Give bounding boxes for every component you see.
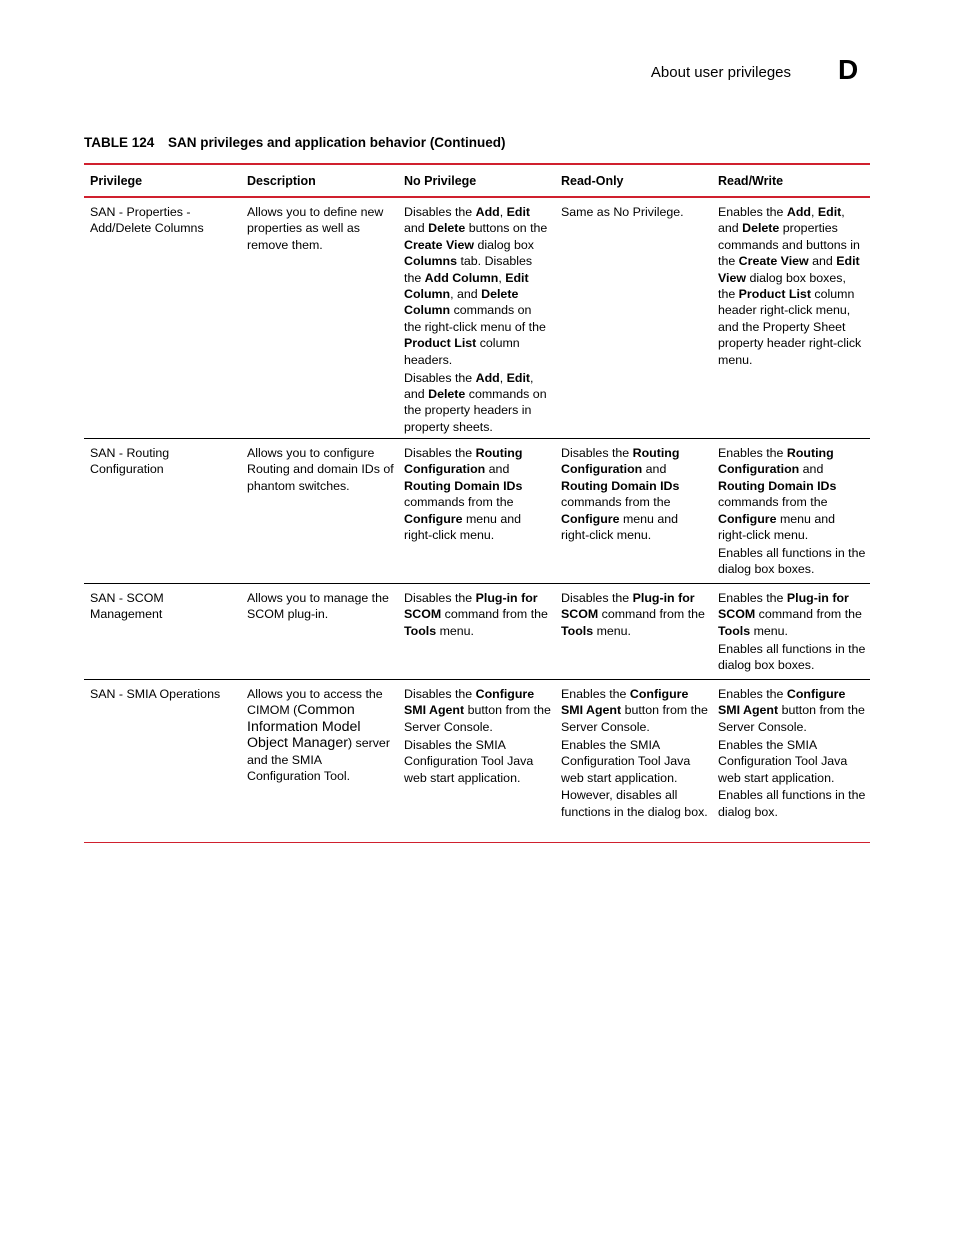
privilege-cell bbox=[84, 198, 241, 438]
cell-paragraph: Disables the SMIA Configuration Tool Java web start application. bbox=[404, 737, 534, 785]
table-row bbox=[84, 198, 870, 439]
cell-paragraph: Disables the Add, Edit, and Delete commands on the property headers in property sheets. bbox=[404, 370, 547, 434]
cell-paragraph: SAN - Routing Configuration bbox=[90, 446, 170, 477]
no-privilege-cell bbox=[398, 584, 555, 679]
cell-paragraph: Allows you to configure Routing and domain IDs of phantom switches. bbox=[247, 446, 394, 493]
table-number: TABLE 124 bbox=[84, 135, 155, 150]
cell-paragraph: SAN - SCOM Management bbox=[90, 591, 164, 622]
table-title: SAN privileges and application behavior (Continued) bbox=[168, 135, 506, 150]
cell-paragraph: Disables the Plug-in for SCOM command from the Tools menu. bbox=[561, 591, 705, 638]
no-privilege-cell bbox=[398, 198, 555, 438]
cell-paragraph: SAN - SMIA Operations bbox=[90, 687, 221, 701]
cell-paragraph: Allows you to manage the SCOM plug-in. bbox=[247, 591, 389, 622]
cell-paragraph: Disables the Plug-in for SCOM command from the Tools menu. bbox=[404, 591, 548, 638]
cell-paragraph: Enables the Plug-in for SCOM command from the Tools menu. bbox=[718, 591, 862, 638]
cell-paragraph: Allows you to define new properties as well as remove them. bbox=[247, 205, 384, 252]
cell-paragraph: Enables all functions in the dialog box boxes. bbox=[718, 641, 866, 673]
cell-paragraph: Disables the Configure SMI Agent button from the Server Console. bbox=[404, 687, 551, 734]
no-privilege-cell bbox=[398, 680, 555, 842]
cell-paragraph: Enables the SMIA Configuration Tool Java web start application. bbox=[561, 737, 691, 785]
cell-paragraph: SAN - Properties - Add/Delete Columns bbox=[90, 205, 204, 236]
appendix-letter: D bbox=[838, 54, 859, 85]
cell-paragraph: Enables all functions in the dialog box boxes. bbox=[718, 545, 866, 577]
cell-paragraph: However, disables all functions in the dialog box. bbox=[561, 788, 708, 819]
privilege-cell bbox=[84, 584, 241, 679]
table-caption bbox=[84, 135, 506, 150]
cell-paragraph: Enables the Configure SMI Agent button from the Server Console. bbox=[718, 687, 865, 734]
table-row bbox=[84, 439, 870, 584]
description-cell bbox=[241, 584, 398, 679]
read-only-cell bbox=[555, 680, 712, 842]
read-write-cell bbox=[712, 680, 870, 842]
column-header-no-privilege: No Privilege bbox=[404, 173, 477, 188]
cell-paragraph: Same as No Privilege. bbox=[561, 205, 684, 219]
column-header-read-write: Read/Write bbox=[718, 173, 784, 188]
description-cell bbox=[241, 198, 398, 438]
cell-paragraph: Enables the Add, Edit, and Delete properties commands and buttons in the Create View and Edit View dialog box boxes, the Product List column header right-click menu, and the Property Sheet property header right-click menu. bbox=[718, 205, 862, 367]
description-cell bbox=[241, 439, 398, 583]
cell-paragraph: Enables the Routing Configuration and Routing Domain IDs commands from the Configure menu and right-click menu. bbox=[718, 446, 837, 543]
cell-paragraph: Allows you to access the CIMOM (Common Information Model Object Manager) server and the SMIA Configuration Tool. bbox=[247, 687, 390, 784]
cell-paragraph: Disables the Add, Edit and Delete buttons on the Create View dialog box Columns tab. Disables the Add Column, Edit Column, and Delete Column commands on the right-click menu of the Product List column headers. bbox=[404, 205, 548, 367]
privilege-cell bbox=[84, 680, 241, 842]
table-body bbox=[84, 198, 870, 843]
read-only-cell bbox=[555, 439, 712, 583]
table-row bbox=[84, 584, 870, 680]
read-only-cell bbox=[555, 198, 712, 438]
table-row bbox=[84, 680, 870, 843]
read-write-cell bbox=[712, 198, 870, 438]
no-privilege-cell bbox=[398, 439, 555, 583]
cell-paragraph: Disables the Routing Configuration and Routing Domain IDs commands from the Configure menu and right-click menu. bbox=[404, 446, 523, 543]
read-write-cell bbox=[712, 439, 870, 583]
cell-paragraph: Enables all functions in the dialog box. bbox=[718, 788, 866, 819]
cell-paragraph: Disables the Routing Configuration and Routing Domain IDs commands from the Configure menu and right-click menu. bbox=[561, 446, 680, 543]
cell-paragraph: Enables the Configure SMI Agent button from the Server Console. bbox=[561, 687, 708, 734]
cell-paragraph: Enables the SMIA Configuration Tool Java web start application. bbox=[718, 737, 848, 785]
column-header-description: Description bbox=[247, 173, 316, 188]
column-header-privilege: Privilege bbox=[90, 173, 143, 188]
running-header-title: About user privileges bbox=[650, 64, 791, 81]
description-cell bbox=[241, 680, 398, 842]
column-header-read-only: Read-Only bbox=[561, 173, 624, 188]
privilege-cell bbox=[84, 439, 241, 583]
read-write-cell bbox=[712, 584, 870, 679]
read-only-cell bbox=[555, 584, 712, 679]
table-header-row bbox=[84, 165, 870, 198]
privileges-table bbox=[84, 163, 870, 843]
